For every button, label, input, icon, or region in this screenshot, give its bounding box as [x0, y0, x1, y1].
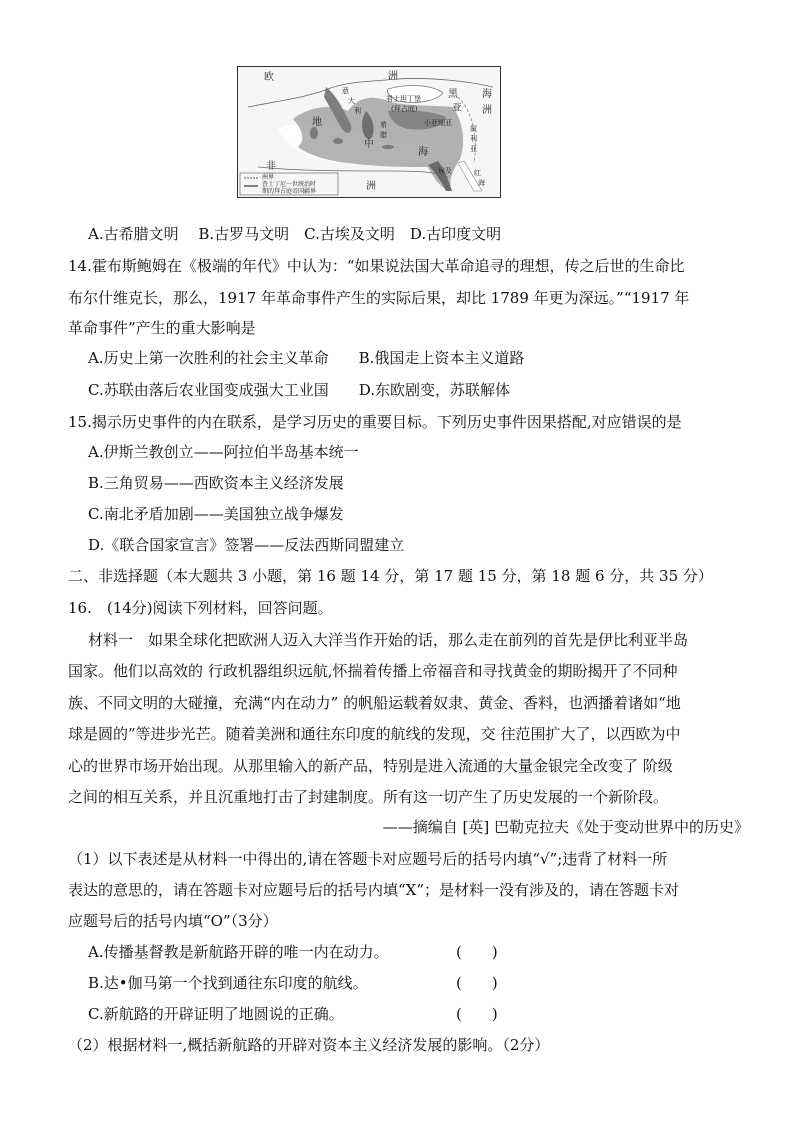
map-label-red-sea-1: 红	[474, 169, 481, 177]
map-label-italy-3: 利	[354, 107, 361, 115]
map-label-greece-2: 腊	[380, 131, 387, 139]
map-label-black-sea-2: 海	[482, 89, 492, 100]
map-label-red-sea-2: 海	[478, 179, 485, 187]
q16-sub2: （2）根据材料一,概括新航路的开辟对资本主义经济发展的影响。（2分）	[68, 1036, 550, 1054]
part2-heading: 二、非选择题（本大题共 3 小题，第 16 题 14 分，第 17 题 15 分，第 18 题 6 分，共 35 分）	[68, 567, 713, 585]
q16-sub1-line: （1）以下表述是从材料一中得出的,请在答题卡对应题号后的括号内填“√”;违背了材料一所	[68, 850, 668, 868]
q16-material-line: 之间的相互关系，并且沉重地打击了封建制度。所有这一切产生了历史发展的一个新阶段。	[68, 788, 669, 806]
map-label-europe-2: 洲	[388, 71, 398, 82]
q16-judge-c: C.新航路的开辟证明了地圆说的正确。	[88, 1005, 344, 1023]
map-label-constantinople: 君士坦丁堡	[386, 95, 421, 103]
map-label-asia-minor: 小亚细亚	[424, 119, 452, 127]
q14-stem-line2: 布尔什维克长，那么，1917 年革命事件产生的实际后果，却比 1789 年更为深远。”“1917 年	[68, 289, 690, 307]
q15-option-a: A.伊斯兰教创立——阿拉伯半岛基本统一	[88, 443, 359, 461]
q16-source-citation: ——摘编自 [英] 巴勒克拉夫《处于变动世界中的历史》	[382, 818, 749, 836]
q15-option-d: D.《联合国家宣言》签署——反法西斯同盟建立	[88, 536, 405, 554]
map-label-europe: 欧	[264, 72, 274, 83]
map-label-med-1: 地	[312, 117, 322, 128]
q14-stem-line3: 革命事件”产生的重大影响是	[68, 319, 256, 337]
map-label-asia: 亚	[452, 103, 462, 114]
q14-options-ab: A.历史上第一次胜利的社会主义革命 B.俄国走上资本主义道路	[88, 349, 525, 367]
byzantine-map-figure	[237, 66, 501, 198]
map-label-black-sea: 黑	[448, 89, 458, 100]
q16-stem: 16. (14分)阅读下列材料，回答问题。	[68, 599, 333, 617]
map-label-italy-1: 意	[342, 87, 349, 95]
q16-sub1-line: 表达的意思的，请在答题卡对应题号后的括号内填“X”；是材料一没有涉及的，请在答题卡对	[68, 881, 680, 899]
q13-options: A.古希腊文明 B.古罗马文明 C.古埃及文明 D.古印度文明	[88, 225, 502, 243]
q16-judge-a-blank: ( )	[456, 943, 498, 961]
map-label-med-3: 海	[418, 147, 428, 158]
map-label-africa: 非	[266, 161, 276, 172]
map-label-syria-1: 叙	[470, 125, 477, 133]
map-label-asia-2: 洲	[482, 105, 492, 116]
map-legend-empire-1: 查士丁尼一世统治时	[262, 181, 317, 188]
map-drawing	[238, 67, 500, 197]
map-label-italy-2: 大	[348, 97, 355, 105]
q16-material-line: 族、不同文明的大碰撞，充满“内在动力” 的帆船运载着奴隶、黄金、香料，也洒播着诸如“地	[68, 694, 681, 712]
map-label-africa-2: 洲	[366, 181, 376, 192]
q15-option-c: C.南北矛盾加剧——美国独立战争爆发	[88, 505, 344, 523]
q15-stem: 15.揭示历史事件的内在联系，是学习历史的重要目标。下列历史事件因果搭配,对应错误的是	[68, 413, 682, 431]
q16-judge-b: B.达•伽马第一个找到通往东印度的航线。	[88, 974, 368, 992]
map-label-syria-2: 利	[470, 135, 477, 143]
q16-judge-c-blank: ( )	[456, 1005, 498, 1023]
q16-sub1-line: 应题号后的括号内填“O”（3分）	[68, 912, 278, 930]
map-label-syria-3: 亚	[470, 145, 477, 153]
q14-options-cd: C.苏联由落后农业国变成强大工业国 D.东欧剧变，苏联解体	[88, 381, 510, 399]
map-legend-boundary: 洲界	[262, 174, 275, 181]
q16-material-line: 球是圆的”等进步光芒。随着美洲和通往东印度的航线的发现，交 往范围扩大了，以西欧为中	[68, 725, 681, 743]
q14-stem-line1: 14.霍布斯鲍姆在《极端的年代》中认为：“如果说法国大革命追寻的理想，传之后世的生命比	[68, 257, 685, 275]
map-legend-empire-2: 期的拜占庭帝国疆界	[262, 188, 317, 195]
q16-material-line: 材料一 如果全球化把欧洲人迈入大洋当作开始的话，那么走在前列的首先是伊比利亚半岛	[88, 631, 689, 649]
map-label-egypt: 埃及	[438, 167, 452, 175]
q15-option-b: B.三角贸易——西欧资本主义经济发展	[88, 474, 344, 492]
q16-material-line: 国家。他们以高效的 行政机器组织远航,怀揣着传播上帝福音和寻找黄金的期盼揭开了不同种	[68, 662, 678, 680]
map-label-byzantium: (拜占庭)	[391, 105, 418, 113]
q16-judge-b-blank: ( )	[456, 974, 498, 992]
map-label-med-2: 中	[364, 139, 374, 150]
map-label-greece-1: 希	[380, 121, 387, 129]
q16-material-line: 心的世界市场开始出现。从那里输入的新产品，特别是进入流通的大量金银完全改变了 阶级	[68, 757, 673, 775]
q16-judge-a: A.传播基督教是新航路开辟的唯一内在动力。	[88, 943, 389, 961]
